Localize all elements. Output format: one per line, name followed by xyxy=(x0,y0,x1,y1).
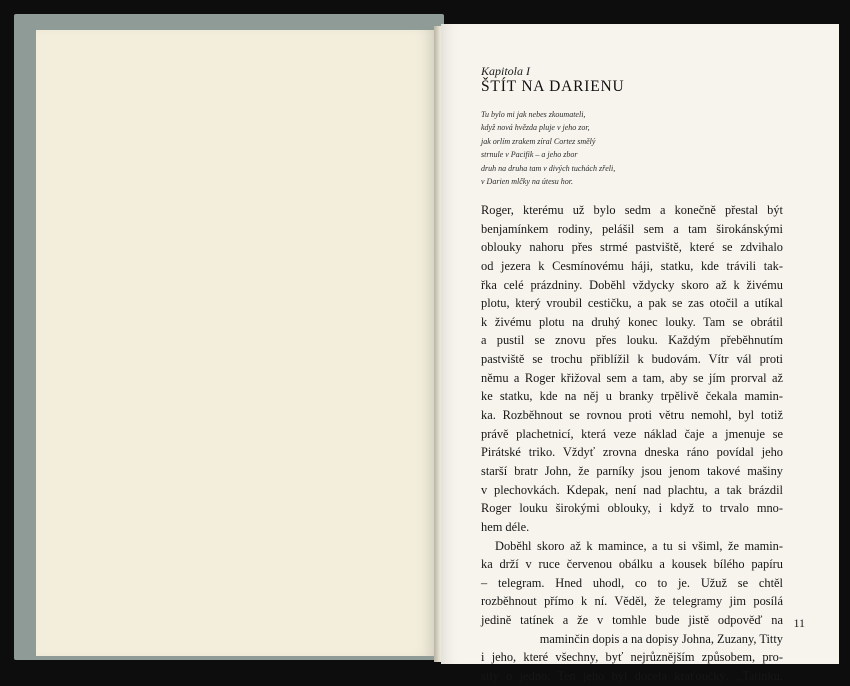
epigraph-line: jak orlím zrakem zíral Cortez smělý xyxy=(481,136,596,146)
body-line: Roger, kterému už bylo sedm a konečně přestal být xyxy=(481,203,783,217)
body-line: právě plachetnicí, která veze náklad čaje a jmenuje se xyxy=(481,426,783,441)
chapter-title: ŠTÍT NA DARIENU xyxy=(481,78,625,95)
body-line: plotu, který vroubil cestičku, a pak se zas otočil a utíkal xyxy=(481,296,783,311)
epigraph-line: v Darien mlčky na útesu hor. xyxy=(481,177,573,187)
body-line: řka celé prázdniny. Doběhl vždycky skoro až k živému xyxy=(481,277,783,292)
body-line: k živému plotu na druhý konec louky. Tam se obrátil xyxy=(481,314,783,329)
body-text xyxy=(481,201,783,686)
epigraph-line: Tu bylo mi jak nebes zkoumateli, xyxy=(481,110,586,119)
body-line: maminčin dopis a na dopisy Johna, Zuzany, Titty xyxy=(539,631,783,646)
body-line: v plechovkách. Kdepak, není nad plachtu, a tak brázdil xyxy=(481,482,783,497)
body-line: ka. Rozběhnout se rovnou proti větru nemohl, byl totiž xyxy=(481,408,783,423)
epigraph xyxy=(481,108,741,188)
body-line: starší bratr John, že parníky jsou jenom takové mašiny xyxy=(481,463,783,478)
right-page xyxy=(441,24,839,684)
body-line: ke statku, kde na něj u branky trpělivě čekala mamin- xyxy=(481,389,783,404)
body-line: hem déle. xyxy=(481,519,530,534)
body-line: rozběhnout přímo k ní. Věděl, že telegramy jim posílá xyxy=(481,594,783,609)
body-line: benjamínkem rodiny, pelášil sem a tam širokánskými xyxy=(481,221,783,236)
chapter-label: Kapitola I xyxy=(481,64,531,78)
body-line: od jezera k Cesmínovému háji, statku, kde trávili tak- xyxy=(481,258,783,273)
body-line: a pustil se znovu přes louku. Každým přeběhnutím xyxy=(481,333,783,348)
body-line: sily o jedno. Ten jeho byl docela kraťoučký. ,,Tatínku, xyxy=(481,669,783,684)
body-line: i jeho, které všechny, byť nejrůznějším způsobem, pro- xyxy=(481,650,783,665)
body-line: Roger louku širokými oblouky, i když to trvalo mno- xyxy=(481,501,783,516)
epigraph-line: strnule v Pacifik – a jeho zbor xyxy=(481,150,578,160)
body-line: oblouky nahoru přes strmé pastviště, které se zdvihalo xyxy=(481,240,783,255)
body-line: pastviště se trochu přiblížil k budovám. Vítr vál proti xyxy=(481,352,783,367)
body-line: Doběhl skoro až k mamince, a tu si všiml, že mamin- xyxy=(495,538,783,553)
epigraph-line: když nová hvězda pluje v jeho zor, xyxy=(481,123,590,133)
body-line: – telegram. Hned uhodl, co to je. Užuž se chtěl xyxy=(481,575,783,590)
body-line: ka drží v ruce červenou obálku a kousek bílého papíru xyxy=(481,557,783,572)
epigraph-line: druh na druha tam v divých tuchách zřeli, xyxy=(481,163,616,173)
page-number: 11 xyxy=(793,616,805,630)
left-page-blank xyxy=(36,30,436,656)
body-line: Pirátské triko. Vždyť zrovna dneska ráno povídal jeho xyxy=(481,445,783,460)
body-line: jedině tatínek a že v tomhle bude jistě odpověď na xyxy=(481,613,783,628)
body-line: němu a Roger křižoval sem a tam, aby se jím prorval až xyxy=(481,370,783,385)
